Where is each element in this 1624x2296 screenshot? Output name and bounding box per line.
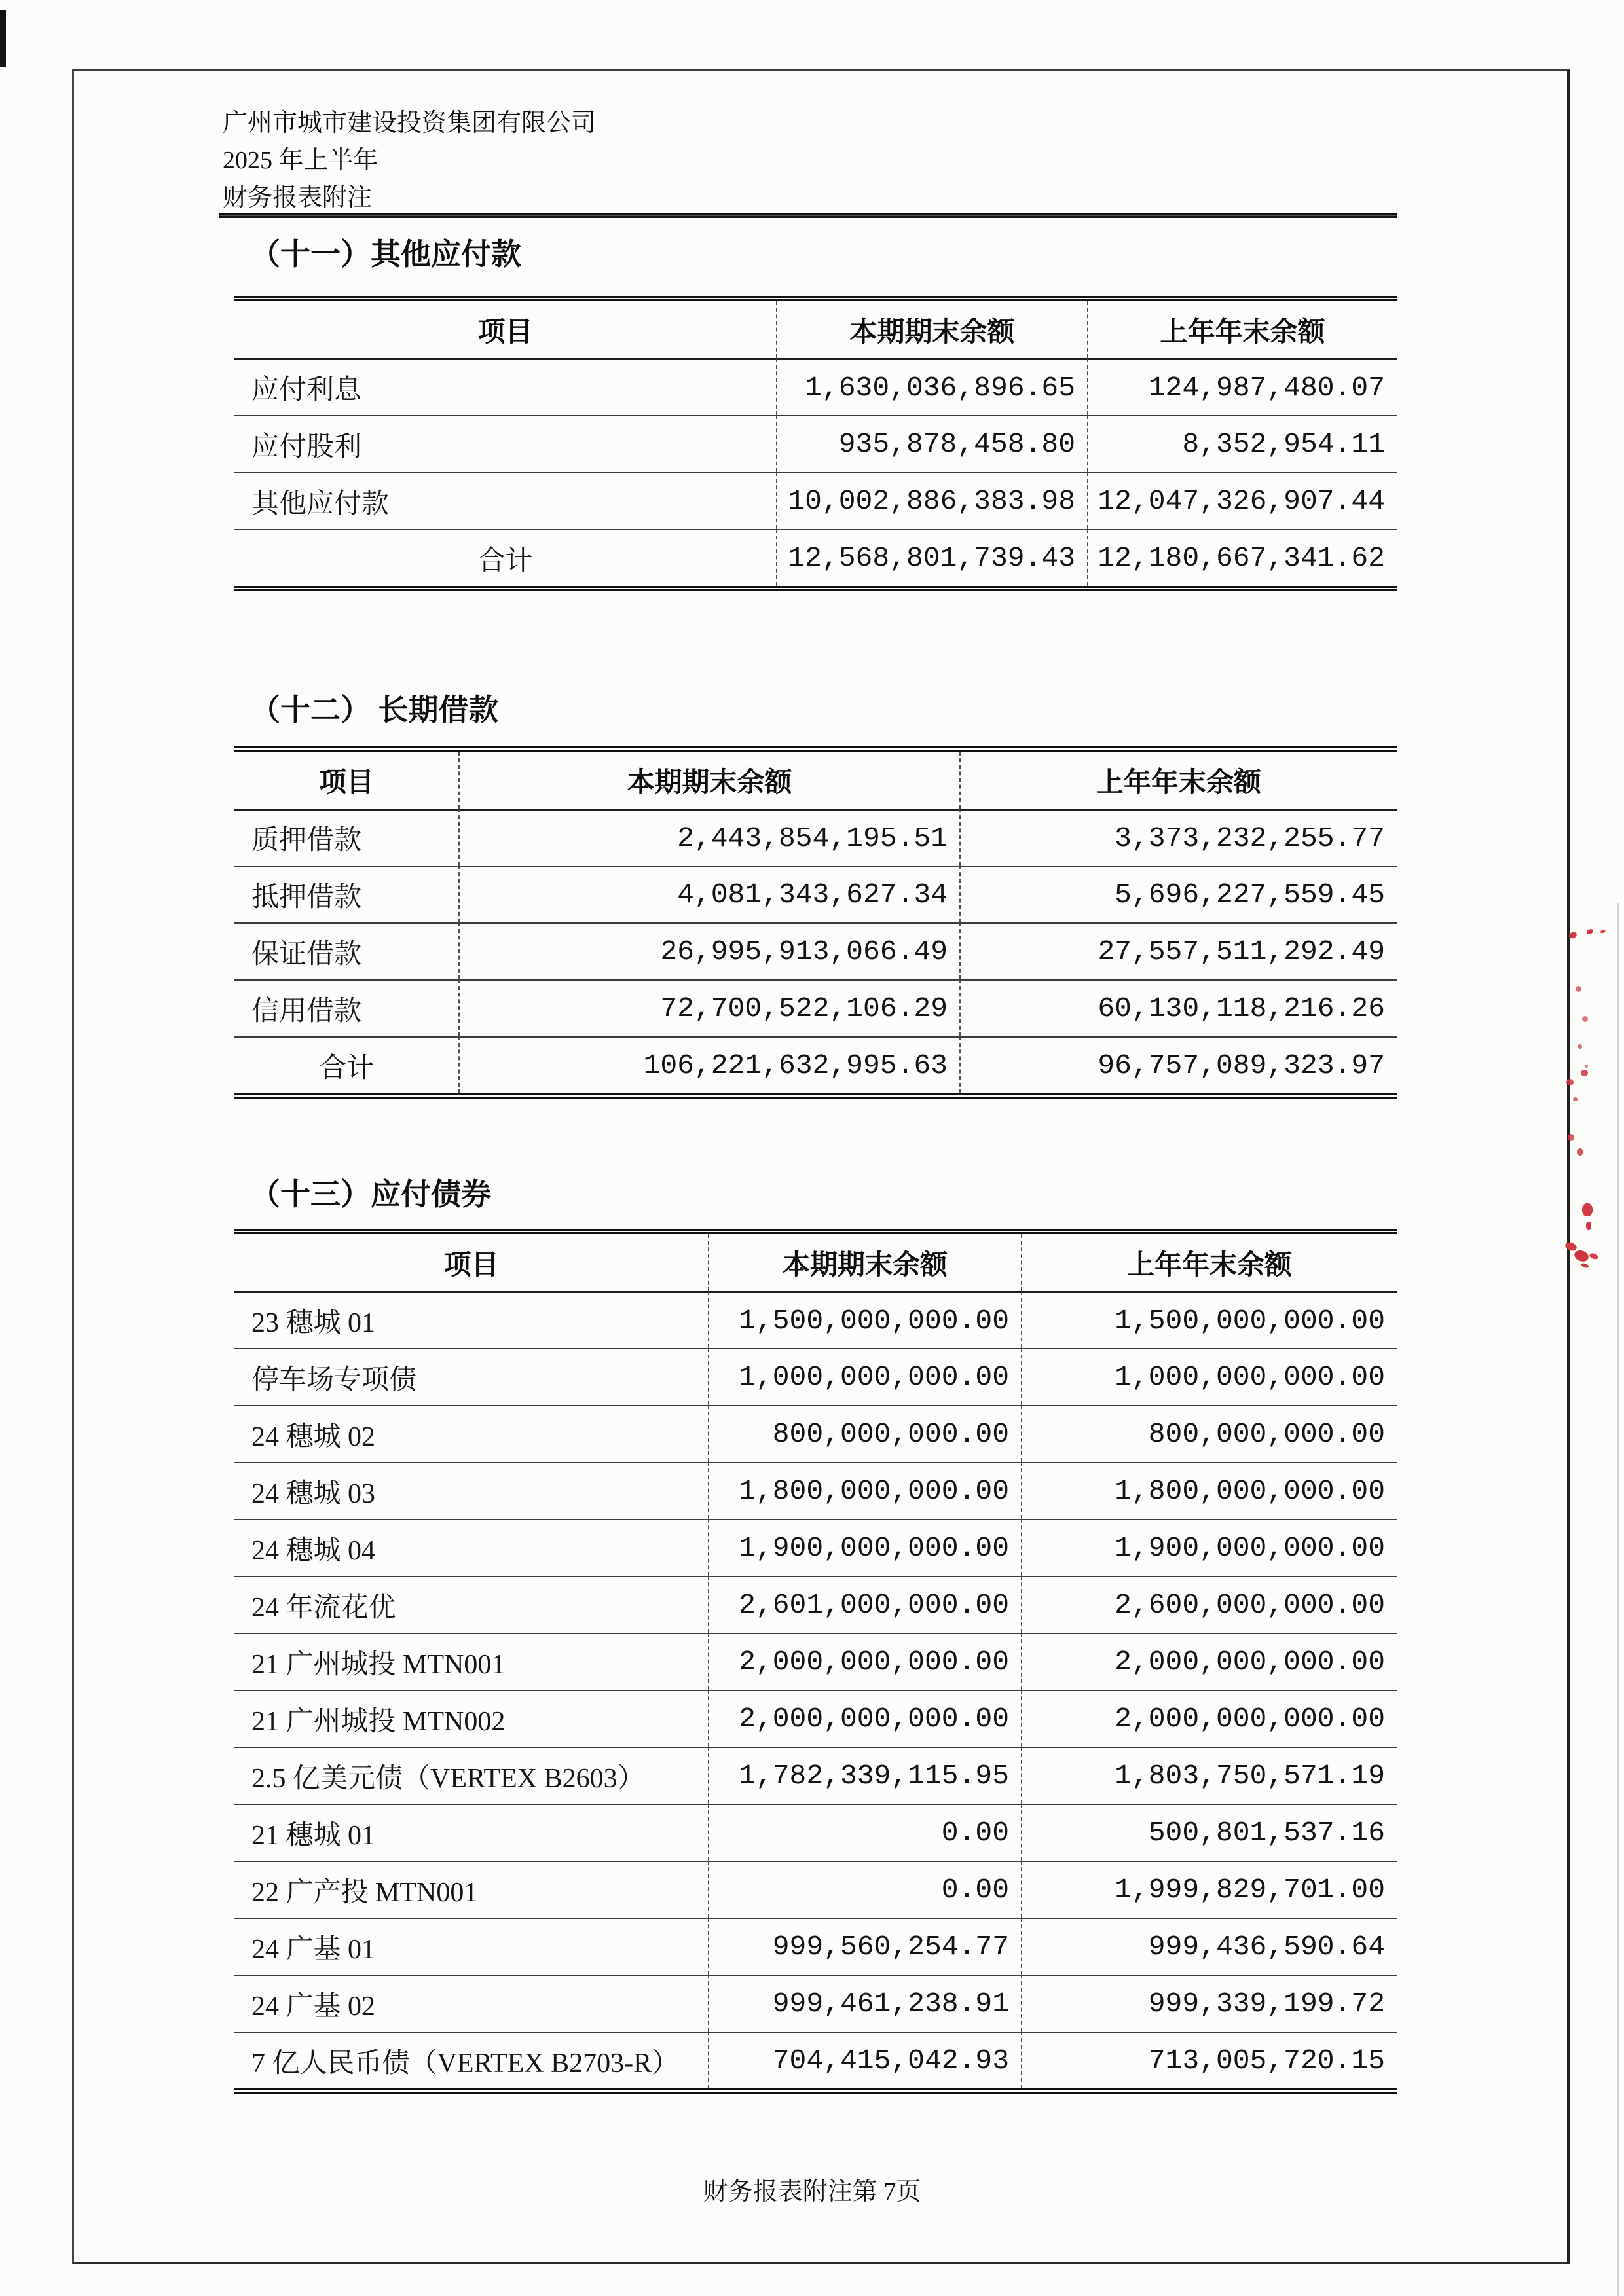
current-balance-cell: 1,782,339,115.95 (708, 1747, 1021, 1804)
total-current-cell: 12,568,801,739.43 (776, 529, 1087, 586)
report-subtitle: 财务报表附注 (223, 184, 373, 211)
item-cell: 24 广基 01 (234, 1918, 708, 1975)
current-balance-cell: 2,000,000,000.00 (708, 1690, 1021, 1747)
current-balance-cell: 26,995,913,066.49 (458, 922, 959, 979)
total-label-cell: 合计 (234, 1036, 458, 1093)
section-title-long-term-loans: （十二） 长期借款 (250, 693, 499, 727)
current-balance-cell: 704,415,042.93 (708, 2032, 1021, 2088)
item-cell: 24 穗城 04 (234, 1519, 708, 1576)
column-header-current: 本期期末余额 (458, 752, 959, 809)
other-payables-table (234, 296, 1397, 591)
current-balance-cell: 2,443,854,195.51 (458, 809, 959, 866)
current-balance-cell: 0.00 (708, 1861, 1021, 1918)
prior-balance-cell: 500,801,537.16 (1021, 1804, 1397, 1861)
scan-edge-artifact (0, 10, 6, 67)
prior-balance-cell: 27,557,511,292.49 (959, 922, 1397, 979)
prior-balance-cell: 12,047,326,907.44 (1087, 472, 1397, 529)
red-ink-mark (1568, 931, 1578, 939)
column-header-item: 项目 (477, 317, 533, 348)
item-cell: 21 穗城 01 (234, 1804, 708, 1861)
red-ink-mark (1568, 1134, 1574, 1141)
current-balance-cell: 0.00 (708, 1804, 1021, 1861)
item-cell: 21 广州城投 MTN002 (234, 1690, 708, 1747)
item-cell: 24 广基 02 (234, 1975, 708, 2032)
current-balance-cell: 999,461,238.91 (708, 1975, 1021, 2032)
section-title-bonds-payable: （十三）应付债券 (250, 1178, 491, 1211)
current-balance-cell: 1,630,036,896.65 (776, 358, 1087, 415)
item-cell: 应付股利 (234, 415, 776, 472)
current-balance-cell: 2,000,000,000.00 (708, 1633, 1021, 1690)
item-cell: 24 穗城 03 (234, 1462, 708, 1519)
current-balance-cell: 10,002,886,383.98 (776, 472, 1087, 529)
item-cell: 7 亿人民币债（VERTEX B2703-R） (234, 2032, 708, 2088)
item-cell: 停车场专项债 (234, 1348, 708, 1405)
column-header-prior: 上年年末余额 (1021, 1234, 1397, 1291)
column-header-prior: 上年年末余额 (959, 752, 1397, 809)
item-cell: 24 年流花优 (234, 1576, 708, 1633)
prior-balance-cell: 60,130,118,216.26 (959, 979, 1397, 1036)
item-cell: 抵押借款 (234, 866, 458, 922)
prior-balance-cell: 1,999,829,701.00 (1021, 1861, 1397, 1918)
prior-balance-cell: 1,803,750,571.19 (1021, 1747, 1397, 1804)
current-balance-cell: 1,500,000,000.00 (708, 1291, 1021, 1348)
current-balance-cell: 1,800,000,000.00 (708, 1462, 1021, 1519)
current-balance-cell: 1,900,000,000.00 (708, 1519, 1021, 1576)
total-prior-cell: 96,757,089,323.97 (959, 1036, 1397, 1093)
long-term-loans-table (234, 746, 1397, 1099)
header-divider (219, 213, 1397, 218)
prior-balance-cell: 2,000,000,000.00 (1021, 1690, 1397, 1747)
prior-balance-cell: 999,339,199.72 (1021, 1975, 1397, 2032)
bonds-payable-table (234, 1229, 1397, 2094)
red-ink-mark (1564, 1241, 1578, 1252)
column-header-current: 本期期末余额 (776, 301, 1087, 358)
report-header (223, 105, 596, 217)
item-cell: 2.5 亿美元债（VERTEX B2603） (234, 1747, 708, 1804)
company-name: 广州市城市建设投资集团有限公司 (223, 109, 597, 137)
prior-balance-cell: 5,696,227,559.45 (959, 866, 1397, 922)
prior-balance-cell: 8,352,954.11 (1087, 415, 1397, 472)
page-footer: 财务报表附注第 7页 (703, 2178, 921, 2206)
current-balance-cell: 999,560,254.77 (708, 1918, 1021, 1975)
prior-balance-cell: 1,800,000,000.00 (1021, 1462, 1397, 1519)
prior-balance-cell: 999,436,590.64 (1021, 1918, 1397, 1975)
current-balance-cell: 2,601,000,000.00 (708, 1576, 1021, 1633)
prior-balance-cell: 713,005,720.15 (1021, 2032, 1397, 2088)
red-ink-mark (1566, 1079, 1574, 1085)
current-balance-cell: 935,878,458.80 (776, 415, 1087, 472)
current-balance-cell: 1,000,000,000.00 (708, 1348, 1021, 1405)
current-balance-cell: 72,700,522,106.29 (458, 979, 959, 1036)
total-prior-cell: 12,180,667,341.62 (1087, 529, 1397, 586)
item-cell: 保证借款 (234, 922, 458, 979)
total-current-cell: 106,221,632,995.63 (458, 1036, 959, 1093)
item-cell: 22 广产投 MTN001 (234, 1861, 708, 1918)
column-header-current: 本期期末余额 (708, 1234, 1021, 1291)
column-header-item: 项目 (318, 767, 374, 798)
prior-balance-cell: 1,900,000,000.00 (1021, 1519, 1397, 1576)
item-cell: 24 穗城 02 (234, 1405, 708, 1462)
item-cell: 21 广州城投 MTN001 (234, 1633, 708, 1690)
item-cell: 信用借款 (234, 979, 458, 1036)
red-ink-mark (1582, 1203, 1593, 1216)
total-label-cell: 合计 (234, 529, 776, 586)
column-header-prior: 上年年末余额 (1087, 301, 1397, 358)
prior-balance-cell: 1,000,000,000.00 (1021, 1348, 1397, 1405)
item-cell: 质押借款 (234, 809, 458, 866)
prior-balance-cell: 2,000,000,000.00 (1021, 1633, 1397, 1690)
prior-balance-cell: 124,987,480.07 (1087, 358, 1397, 415)
prior-balance-cell: 2,600,000,000.00 (1021, 1576, 1397, 1633)
report-period: 2025 年上半年 (223, 147, 378, 174)
item-cell: 应付利息 (234, 358, 776, 415)
prior-balance-cell: 1,500,000,000.00 (1021, 1291, 1397, 1348)
red-ink-mark (1576, 986, 1581, 992)
prior-balance-cell: 3,373,232,255.77 (959, 809, 1397, 866)
current-balance-cell: 800,000,000.00 (708, 1405, 1021, 1462)
section-title-other-payables: （十一）其他应付款 (250, 238, 521, 271)
page-edge-shadow (1617, 903, 1619, 2296)
current-balance-cell: 4,081,343,627.34 (458, 866, 959, 922)
column-header-item: 项目 (443, 1250, 499, 1281)
prior-balance-cell: 800,000,000.00 (1021, 1405, 1397, 1462)
item-cell: 其他应付款 (234, 472, 776, 529)
item-cell: 23 穗城 01 (234, 1291, 708, 1348)
